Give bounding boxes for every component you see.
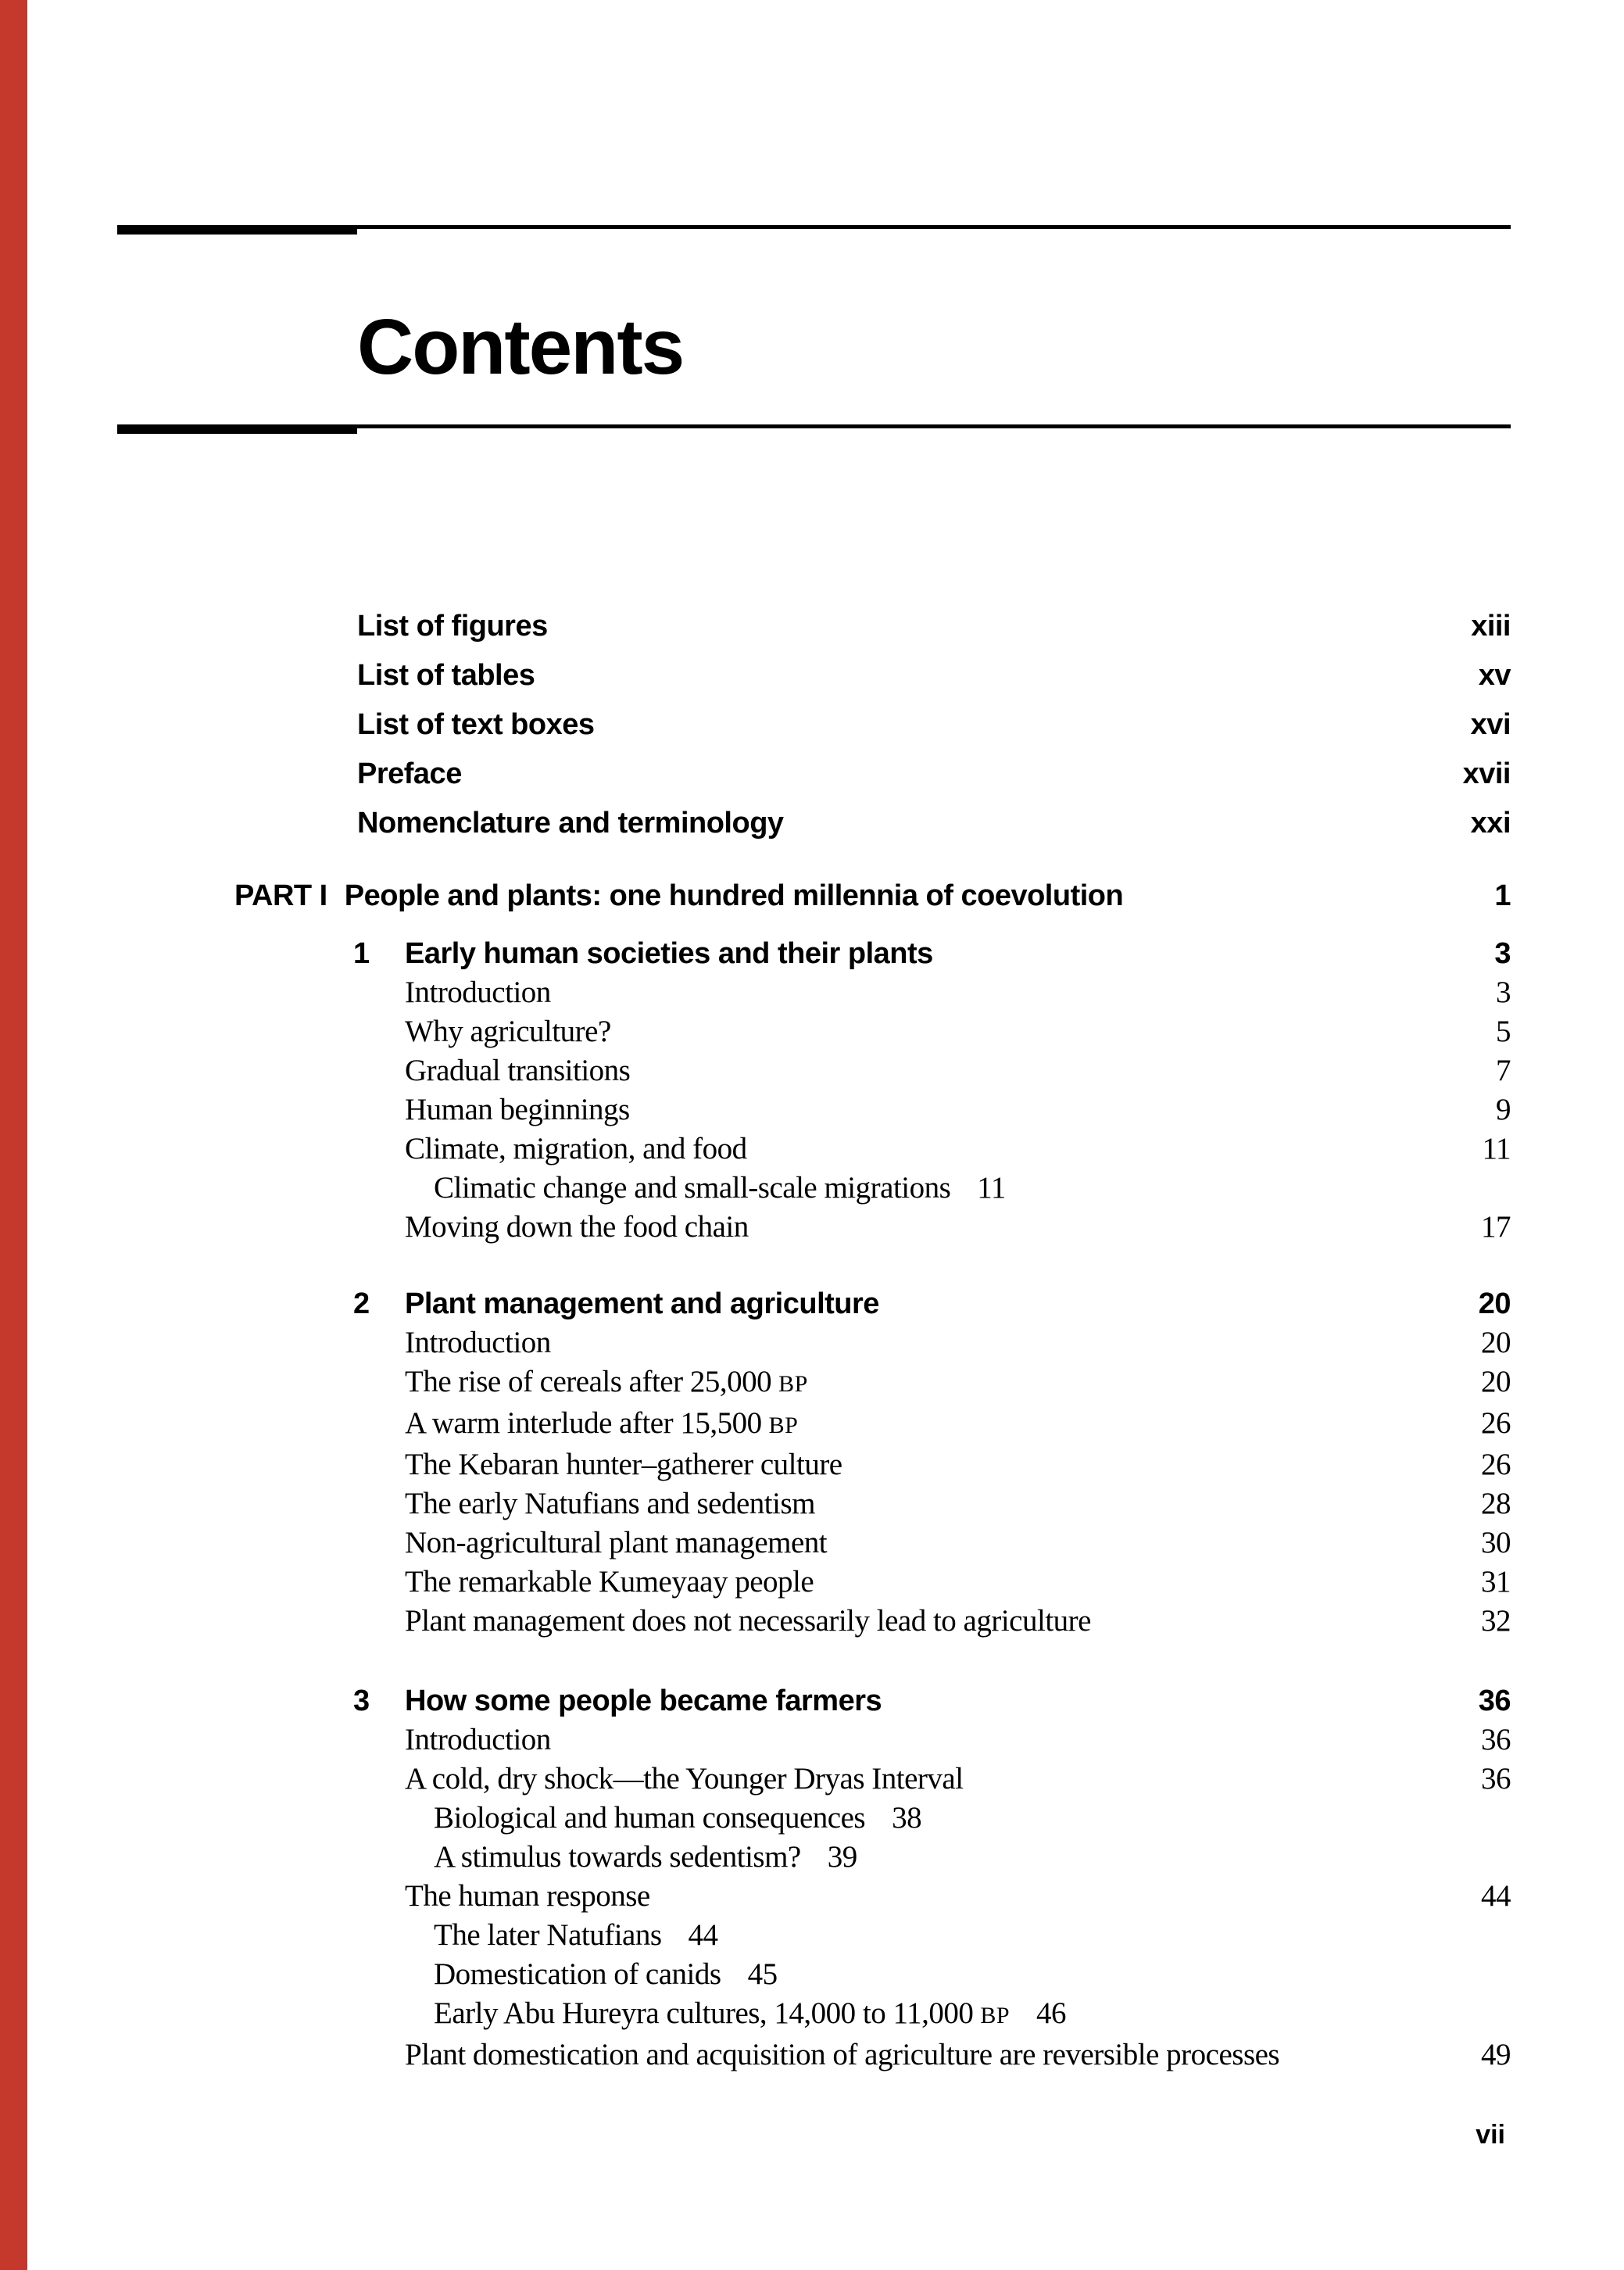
toc-entry-page: 32 bbox=[1481, 1604, 1511, 1638]
toc-entry-page: xiii bbox=[1471, 610, 1511, 643]
chapter-heading bbox=[234, 1681, 1511, 1720]
toc-entry bbox=[234, 1760, 1511, 1799]
toc-entry-page: 28 bbox=[1481, 1487, 1511, 1520]
toc-subentry bbox=[234, 1169, 1511, 1208]
toc-entry bbox=[234, 700, 1511, 750]
bp-small-caps: BP bbox=[778, 1371, 808, 1397]
toc-entry bbox=[234, 1602, 1511, 1641]
toc-entry-label: The early Natufians and sedentism bbox=[405, 1487, 815, 1520]
toc-subentry bbox=[234, 1838, 1511, 1877]
toc-subentry bbox=[234, 1916, 1511, 1955]
toc-entry-label: Why agriculture? bbox=[405, 1015, 611, 1048]
toc-entry-page: xv bbox=[1478, 659, 1511, 692]
toc-entry-label: Early Abu Hureyra cultures, 14,000 to 11,000 bbox=[434, 1996, 974, 2030]
toc-entry-page: 26 bbox=[1481, 1448, 1511, 1481]
bp-small-caps: BP bbox=[980, 2003, 1011, 2028]
toc-entry-page: 5 bbox=[1496, 1015, 1511, 1048]
toc-entry-label: The remarkable Kumeyaay people bbox=[405, 1565, 814, 1599]
toc-entry-label: Plant management does not necessarily lead to agriculture bbox=[405, 1604, 1091, 1638]
rule-thin-segment bbox=[357, 225, 1511, 229]
chapter-number: 2 bbox=[353, 1287, 370, 1320]
toc-entry-label: The rise of cereals after 25,000 BP bbox=[405, 1365, 808, 1398]
toc-entry-label: List of figures bbox=[357, 610, 548, 643]
table-of-contents bbox=[234, 602, 1511, 2075]
toc-entry-page: 30 bbox=[1481, 1526, 1511, 1559]
toc-entry-page: 38 bbox=[892, 1801, 922, 1835]
rule-thick-segment bbox=[117, 225, 357, 235]
toc-entry-label: A warm interlude after 15,500 BP bbox=[405, 1406, 799, 1440]
toc-entry bbox=[234, 1051, 1511, 1090]
toc-entry-page: 45 bbox=[747, 1957, 778, 1991]
toc-entry bbox=[234, 1208, 1511, 1247]
toc-entry-label: Nomenclature and terminology bbox=[357, 807, 784, 840]
toc-entry-page: 17 bbox=[1481, 1210, 1511, 1244]
toc-entry bbox=[234, 799, 1511, 848]
toc-entry-page: 46 bbox=[1036, 1996, 1067, 2030]
toc-entry-label: Climate, migration, and food bbox=[405, 1132, 747, 1165]
part-title: People and plants: one hundred millennia of coevolution bbox=[344, 879, 1124, 912]
page-title: Contents bbox=[357, 303, 684, 391]
chapter-number: 1 bbox=[353, 937, 370, 970]
part-heading bbox=[234, 876, 1511, 915]
toc-entry-label: Human beginnings bbox=[405, 1093, 630, 1126]
toc-entry-page: 36 bbox=[1481, 1723, 1511, 1756]
toc-entry bbox=[234, 1090, 1511, 1130]
toc-entry-label: List of tables bbox=[357, 659, 535, 692]
toc-entry-page: 26 bbox=[1481, 1406, 1511, 1440]
toc-entry-page: 44 bbox=[1481, 1879, 1511, 1913]
toc-entry-label: Plant domestication and acquisition of agriculture are reversible processes bbox=[405, 2038, 1280, 2071]
toc-entry-page: 9 bbox=[1496, 1093, 1511, 1126]
part-number: PART I bbox=[234, 879, 327, 912]
toc-entry bbox=[234, 651, 1511, 700]
toc-entry-label: Moving down the food chain bbox=[405, 1210, 749, 1244]
chapter-title: Early human societies and their plants bbox=[405, 937, 933, 970]
toc-entry-label: The human response bbox=[405, 1879, 650, 1913]
toc-entry-label: Introduction bbox=[405, 976, 551, 1009]
toc-entry bbox=[234, 1720, 1511, 1760]
page-folio: vii bbox=[1476, 2120, 1505, 2150]
bp-small-caps: BP bbox=[768, 1412, 799, 1438]
toc-entry bbox=[234, 1445, 1511, 1484]
toc-entry bbox=[234, 1012, 1511, 1051]
toc-entry bbox=[234, 2035, 1511, 2075]
toc-entry-page: xvi bbox=[1470, 708, 1511, 741]
toc-entry-label: Introduction bbox=[405, 1723, 551, 1756]
toc-entry-label: Introduction bbox=[405, 1326, 551, 1359]
toc-entry bbox=[234, 1130, 1511, 1169]
toc-entry-label: A cold, dry shock—the Younger Dryas Interval bbox=[405, 1762, 964, 1796]
toc-entry-label: The later Natufians bbox=[434, 1918, 662, 1952]
toc-entry bbox=[234, 1404, 1511, 1445]
chapter-block bbox=[234, 1284, 1511, 1641]
chapter-title: How some people became farmers bbox=[405, 1685, 882, 1717]
toc-entry bbox=[234, 1362, 1511, 1404]
chapter-block bbox=[234, 934, 1511, 1247]
toc-subentry bbox=[234, 1799, 1511, 1838]
toc-entry-label: Domestication of canids bbox=[434, 1957, 721, 1991]
toc-entry bbox=[234, 973, 1511, 1012]
toc-entry-label: A stimulus towards sedentism? bbox=[434, 1840, 801, 1874]
section-rule-bottom bbox=[117, 424, 1511, 434]
toc-entry-page: xxi bbox=[1470, 807, 1511, 840]
chapter-title: Plant management and agriculture bbox=[405, 1287, 879, 1320]
toc-entry-label: Non-agricultural plant management bbox=[405, 1526, 828, 1559]
rule-thick-segment bbox=[117, 424, 357, 434]
toc-entry-page: 44 bbox=[688, 1918, 718, 1952]
toc-entry-label: Preface bbox=[357, 757, 462, 790]
front-matter-list bbox=[234, 602, 1511, 848]
page-edge-accent bbox=[0, 0, 27, 2270]
toc-subentry bbox=[234, 1955, 1511, 1994]
chapter-heading bbox=[234, 1284, 1511, 1323]
toc-entry-page: 31 bbox=[1481, 1565, 1511, 1599]
toc-entry-page: 39 bbox=[827, 1840, 857, 1874]
toc-entry-page: xvii bbox=[1462, 757, 1511, 790]
chapter-page: 3 bbox=[1494, 937, 1511, 970]
toc-entry-page: 3 bbox=[1496, 976, 1511, 1009]
chapter-page: 20 bbox=[1478, 1287, 1511, 1320]
toc-entry bbox=[234, 1877, 1511, 1916]
section-rule-top bbox=[117, 225, 1511, 235]
toc-entry bbox=[234, 1484, 1511, 1523]
toc-entry bbox=[234, 1523, 1511, 1563]
chapter-heading bbox=[234, 934, 1511, 973]
rule-thin-segment bbox=[357, 424, 1511, 428]
toc-entry-label: Gradual transitions bbox=[405, 1054, 631, 1087]
toc-subentry bbox=[234, 1994, 1511, 2035]
chapter-page: 36 bbox=[1478, 1685, 1511, 1717]
toc-entry-label: Biological and human consequences bbox=[434, 1801, 866, 1835]
toc-entry-page: 11 bbox=[977, 1171, 1006, 1205]
toc-entry-page: 20 bbox=[1481, 1326, 1511, 1359]
toc-entry-label: List of text boxes bbox=[357, 708, 595, 741]
toc-entry-label: The Kebaran hunter–gatherer culture bbox=[405, 1448, 842, 1481]
toc-entry bbox=[234, 750, 1511, 799]
toc-entry bbox=[234, 1323, 1511, 1362]
part-page: 1 bbox=[1494, 879, 1511, 912]
chapter-block bbox=[234, 1681, 1511, 2075]
toc-entry-page: 20 bbox=[1481, 1365, 1511, 1398]
chapter-number: 3 bbox=[353, 1685, 370, 1717]
toc-entry bbox=[234, 602, 1511, 651]
toc-entry-page: 11 bbox=[1482, 1132, 1511, 1165]
toc-entry-page: 36 bbox=[1481, 1762, 1511, 1796]
toc-entry-label: Climatic change and small-scale migrations bbox=[434, 1171, 951, 1205]
toc-entry-page: 49 bbox=[1481, 2038, 1511, 2071]
toc-entry-page: 7 bbox=[1496, 1054, 1511, 1087]
toc-entry bbox=[234, 1563, 1511, 1602]
